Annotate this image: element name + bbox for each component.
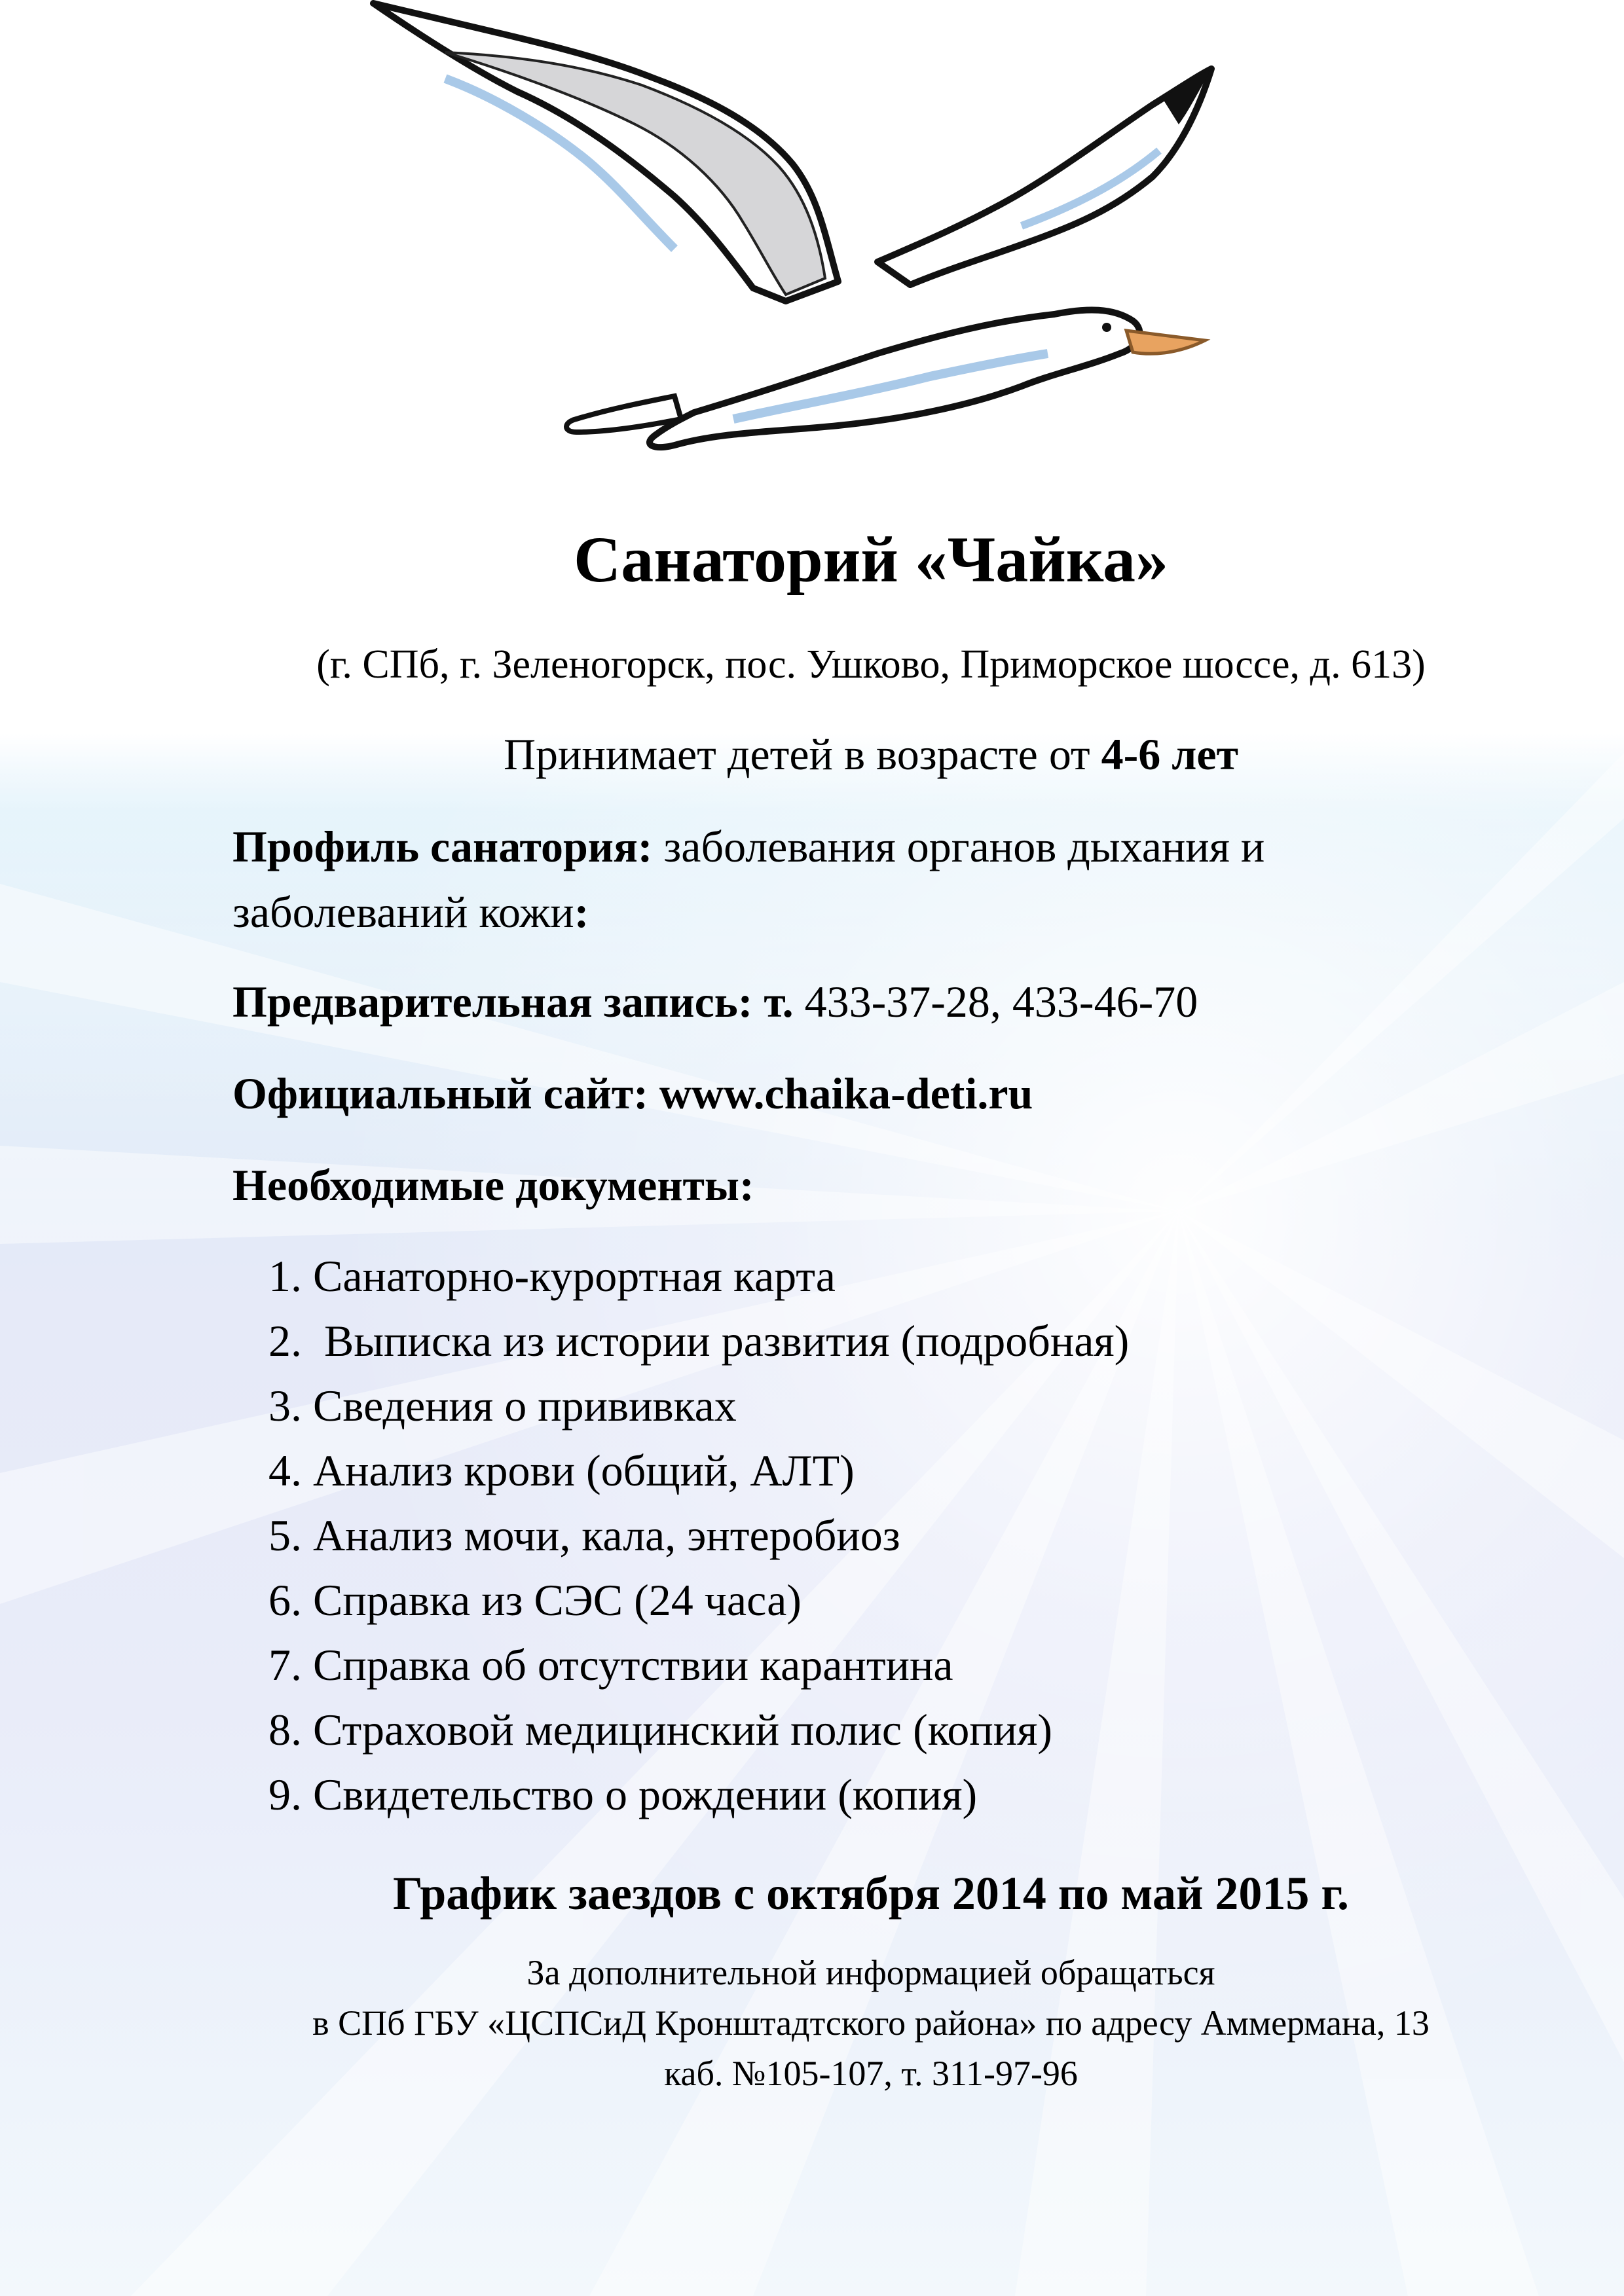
schedule-line: График заездов с октября 2014 по май 2015 г.: [392, 1867, 1350, 1920]
eye-icon: [1102, 323, 1111, 332]
address: (г. СПб, г. Зеленогорск, пос. Ушково, Приморское шоссе, д. 613): [316, 642, 1426, 687]
profile-label: Профиль санатория:: [232, 822, 653, 871]
booking-line: [232, 969, 1477, 1034]
contact-line-2: в СПб ГБУ «ЦСПСиД Кронштадтского района» по адресу Аммермана, 13: [312, 2003, 1430, 2043]
documents-heading: Необходимые документы:: [232, 1160, 754, 1210]
documents-list: [268, 1244, 1129, 1827]
seagull-illustration: [367, 0, 1225, 458]
age-range: [0, 723, 1624, 786]
profile-paragraph: [232, 814, 1477, 945]
list-item: 2. Выписка из истории развития (подробная): [268, 1316, 1130, 1366]
contact-line-3: каб. №105-107, т. 311-97-96: [664, 2054, 1078, 2093]
age-prefix: Принимает детей в возрасте от: [503, 729, 1101, 779]
age-value: 4-6 лет: [1101, 729, 1239, 779]
list-item: 3. Сведения о прививках: [268, 1381, 737, 1430]
page-title: Санаторий «Чайка»: [573, 523, 1168, 596]
list-item: 6. Справка из СЭС (24 часа): [268, 1575, 802, 1625]
list-item: 1. Санаторно-курортная карта: [268, 1251, 836, 1301]
contact-info: [0, 1948, 1624, 2099]
profile-text: заболевания органов дыхания и заболеваний кожи: [232, 822, 1265, 937]
list-item: 9. Свидетельство о рождении (копия): [268, 1770, 978, 1819]
booking-phones: 433-37-28, 433-46-70: [793, 977, 1198, 1027]
list-item: 4. Анализ крови (общий, АЛТ): [268, 1446, 855, 1495]
booking-label: Предварительная запись: т.: [232, 977, 794, 1027]
website-line: Официальный сайт: www.chaika-deti.ru: [232, 1068, 1033, 1118]
list-item: 7. Справка об отсутствии карантина: [268, 1640, 953, 1690]
contact-line-1: За дополнительной информацией обращаться: [526, 1953, 1215, 1992]
profile-suffix: :: [574, 887, 589, 937]
list-item: 5. Анализ мочи, кала, энтеробиоз: [268, 1510, 900, 1560]
list-item: 8. Страховой медицинский полис (копия): [268, 1705, 1053, 1755]
